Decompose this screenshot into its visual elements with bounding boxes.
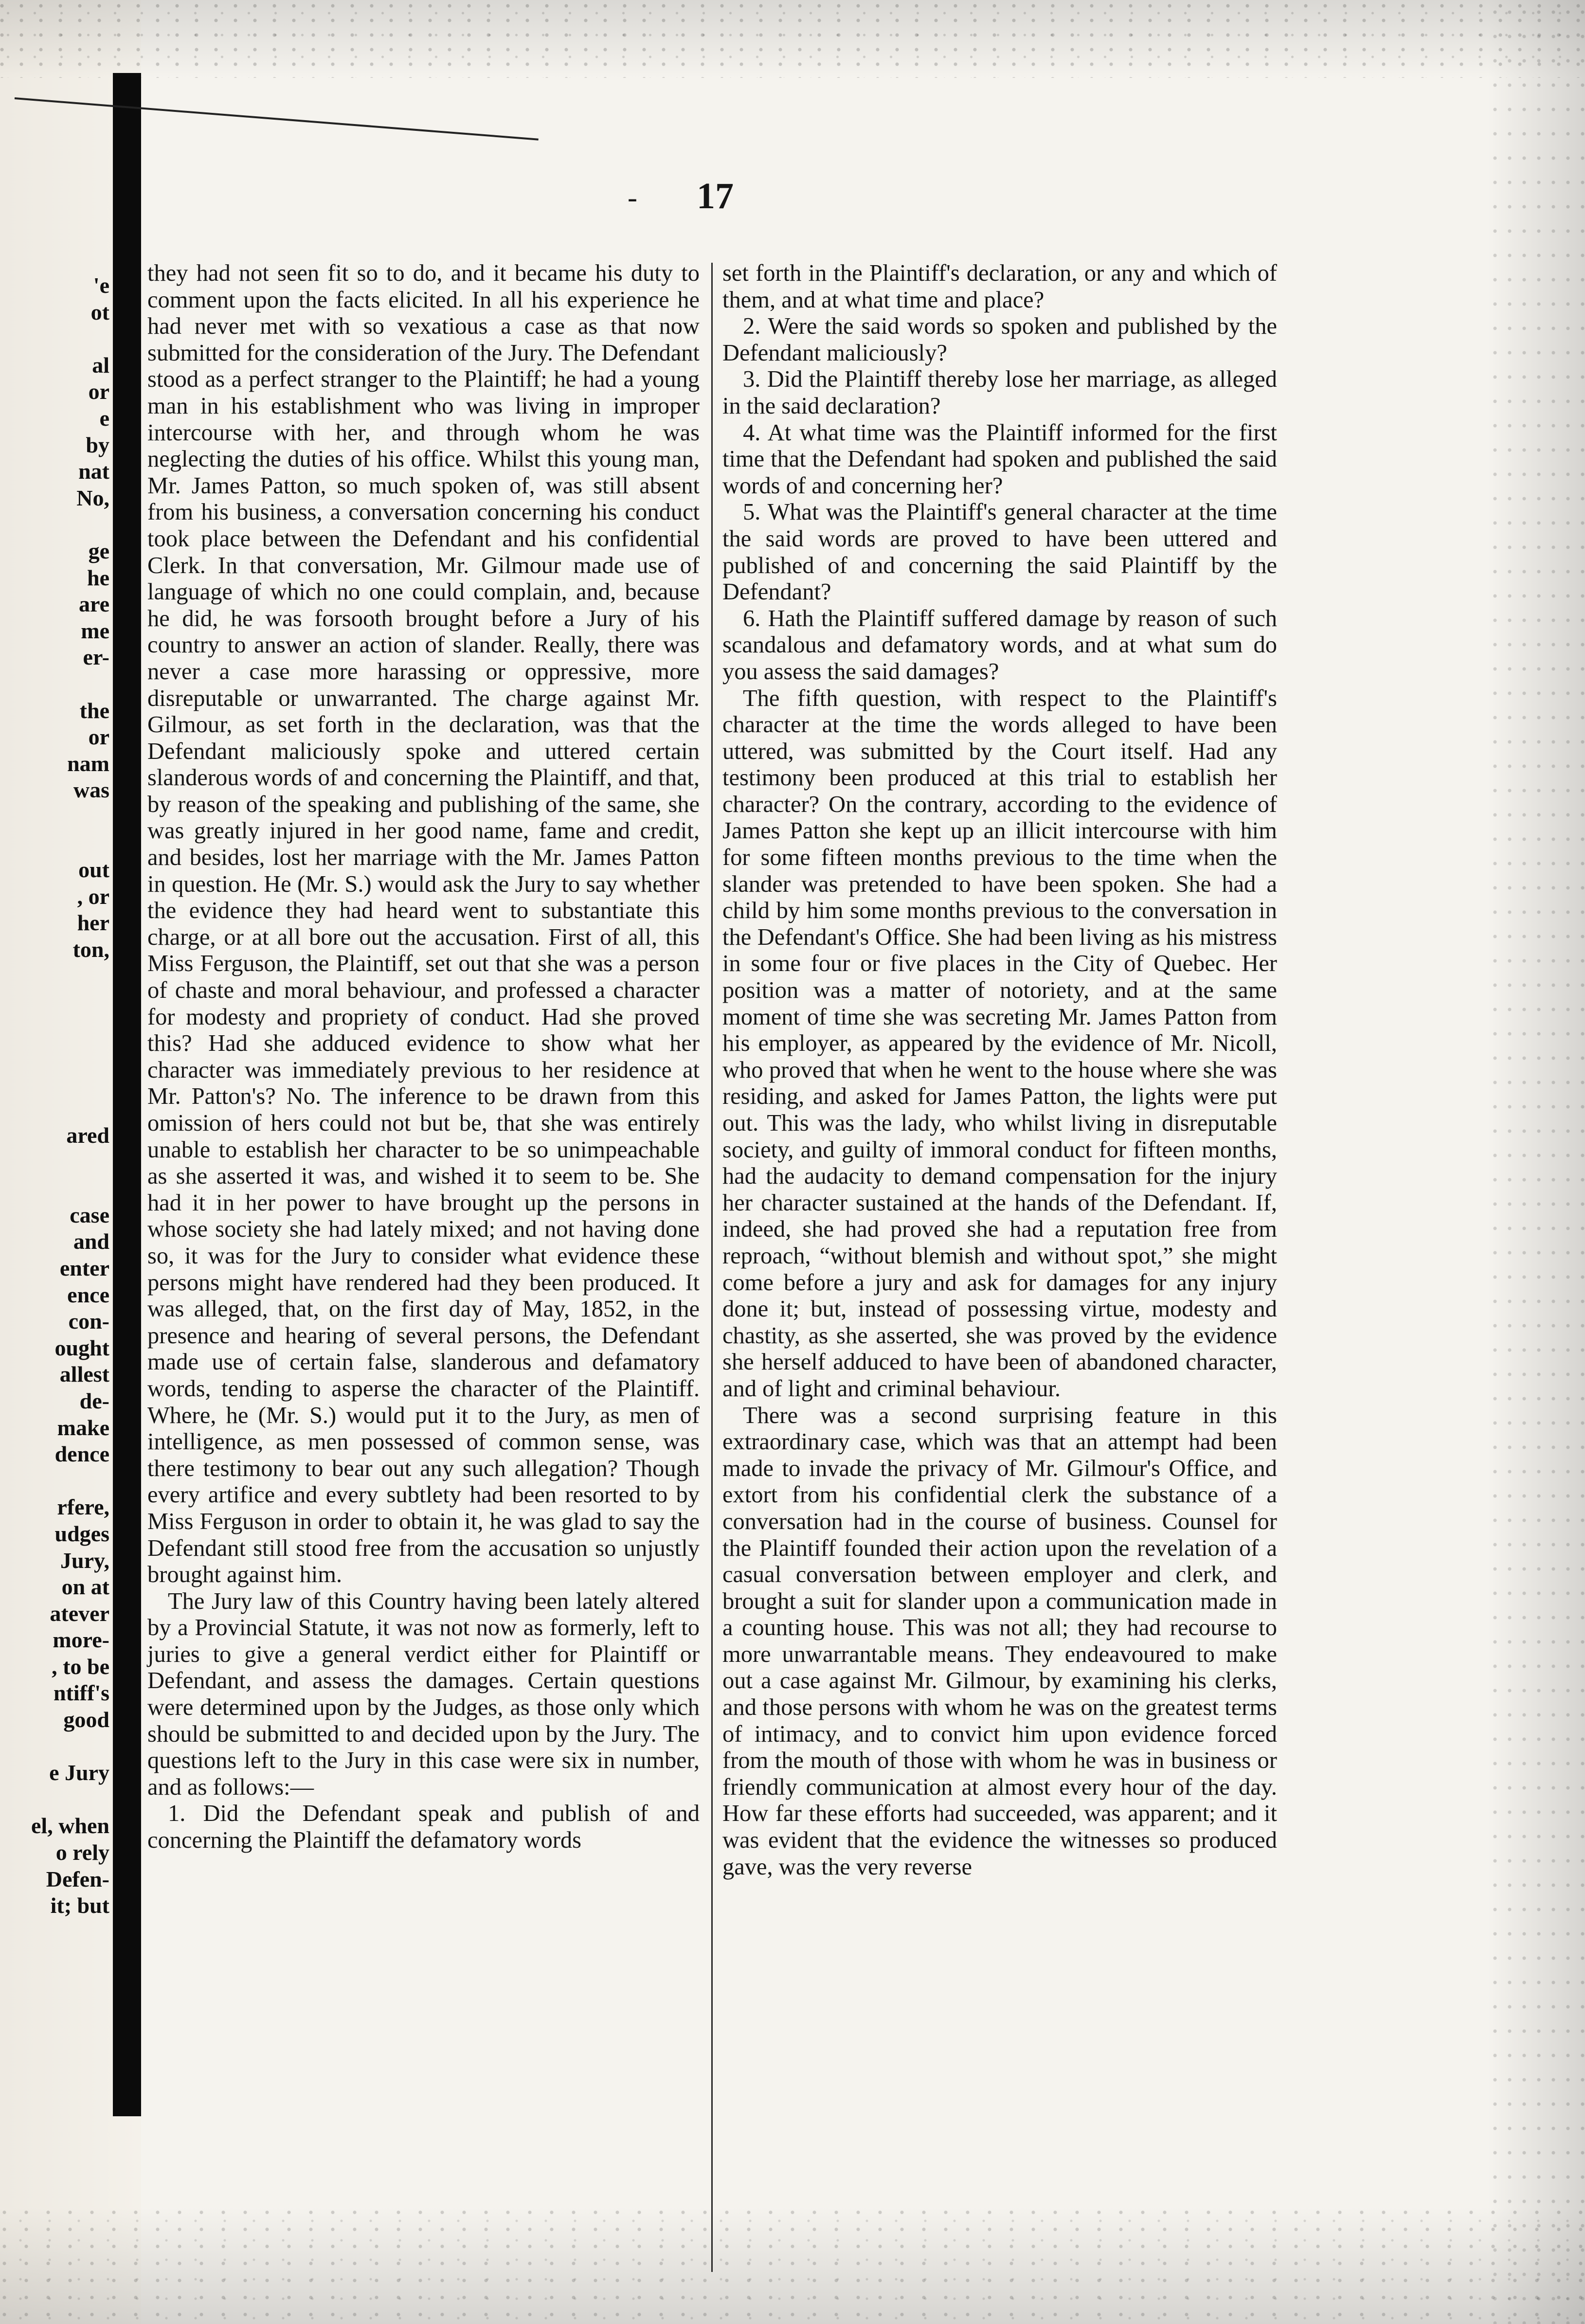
question-6: 6. Hath the Plaintiff suffered damage by reason of such scandalous and defamatory words, and at what sum do you assess the said damages? <box>722 605 1277 685</box>
margin-fragment: o rely <box>55 1840 109 1865</box>
margin-fragment: her <box>77 910 109 936</box>
margin-fragment <box>0 511 109 538</box>
right-paragraph-fifth-question: The fifth question, with respect to the Plaintiff's character at the time the words alleged to have been uttered, was submitted by the Court itself. Had any testimony been produced at this trial to establish her character? On the contrary, according to the evidence of James Patton she kept up an illicit intercourse with him for some fifteen months previous to the time when the slander was pretended to have been spoken. She had a child by him some months previous to the conversation in the Defendant's Office. She had been living as his mistress in some four or five places in the City of Quebec. Her position was a matter of notoriety, and at the same moment of time she was secreting Mr. James Patton from his employer, as appeared by the evidence of Mr. Nicoll, who proved that when he went to the house where she was residing, and asked for James Patton, the lights were put out. This was the lady, who whilst living in disreputable society, and guilty of immoral conduct for fifteen months, had the audacity to demand compensation for the injury her character sustained at the hands of the Defendant. If, indeed, she had proved she had a reputation free from reproach, “without blemish and without spot,” she might come before a jury and ask for damages for any injury done it; but, instead of possessing virtue, modesty and chastity, as she asserted, she was proved by the evidence she herself adduced to have been of abandoned character, and of light and criminal behaviour. <box>722 685 1277 1402</box>
right-text-column <box>722 260 1277 1880</box>
margin-fragment: e <box>99 405 109 431</box>
margin-fragment: good <box>63 1707 109 1732</box>
margin-fragment: ought <box>54 1335 109 1360</box>
margin-fragment <box>0 1043 109 1069</box>
margin-fragment <box>0 1786 109 1813</box>
margin-fragment: and <box>73 1229 109 1254</box>
margin-fragment: allest <box>59 1362 109 1387</box>
folio-dash: - <box>628 181 637 214</box>
margin-fragment: on at <box>61 1574 109 1600</box>
margin-fragment: or <box>88 724 109 750</box>
right-paragraph-1: set forth in the Plaintiff's declaration, or any and which of them, and at what time and place? <box>722 260 1277 313</box>
margin-fragment: de- <box>79 1388 109 1413</box>
margin-fragment: er- <box>83 645 109 670</box>
margin-fragment: el, when <box>31 1813 109 1838</box>
left-paragraph-3: 1. Did the Defendant speak and publish of and concerning the Plaintiff the defamatory words <box>147 1801 700 1854</box>
margin-fragment <box>0 963 109 990</box>
margin-fragment: case <box>70 1202 109 1227</box>
margin-fragment: more- <box>53 1627 109 1653</box>
margin-fragment: atever <box>50 1601 109 1626</box>
left-paragraph-1: they had not seen fit so to do, and it became his duty to comment upon the facts elicited. In all his experience he had never met with so vexatious a case as that now submitted for the consideration of the Jury. The Defendant stood as a perfect stranger to the Plaintiff; he had a young man in his establishment who was living in improper intercourse with her, and through whom he was neglecting the duties of his office. Whilst this young man, Mr. James Patton, so much spoken of, was still absent from his business, a conversation concerning his conduct took place between the Defendant and his confidential Clerk. In that conversation, Mr. Gilmour made use of language of which no one could complain, and, because he did, he was forsooth brought before a Jury of his country to answer an action of slander. Really, there was never a case more harassing or oppressive, more disreputable or unwarranted. The charge against Mr. Gilmour, as set forth in the declaration, was that the Defendant maliciously spoke and uttered certain slanderous words of and concerning the Plaintiff, and that, by reason of the speaking and publishing of the same, she was greatly injured in her good name, fame and credit, and besides, lost her marriage with the Mr. James Patton in question. He (Mr. S.) would ask the Jury to say whether the evidence they had heard went to substantiate this charge, or at all bore out the accusation. First of all, this Miss Ferguson, the Plaintiff, set out that she was a person of chaste and moral behaviour, and professed a character for modesty and propriety of conduct. Had she proved this? Had she adduced evidence to show what her character was immediately previous to her residence at Mr. Patton's? No. The inference to be drawn from this omission of hers could not but be, that she was entirely unable to establish her character to be so unimpeachable as she asserted it was, and wished it to seem to be. She had it in her power to have brought up the persons in whose society she had lately mixed; and not having done so, it was for the Jury to consider what evidence these persons might have rendered had they been produced. It was alleged, that, on the first day of May, 1852, in the presence and hearing of several persons, the Defendant made use of certain false, slanderous and defamatory words, tending to asperse the character of the Plaintiff. Where, he (Mr. S.) would put it to the Jury, as men of intelligence, as men possessed of common sense, was there testimony to bear out any such allegation? Though every artifice and every subtlety had been resorted to by Miss Ferguson in order to obtain it, he was glad to say the Defendant still stood free from the accusation so unjustly brought against him. <box>147 260 700 1588</box>
left-text-column <box>147 260 700 1854</box>
question-2: 2. Were the said words so spoken and published by the Defendant maliciously? <box>722 313 1277 366</box>
margin-fragment <box>0 990 109 1016</box>
margin-fragment: out <box>78 857 109 883</box>
question-3: 3. Did the Plaintiff thereby lose her marriage, as alleged in the said declaration? <box>722 366 1277 419</box>
margin-fragment: rfere, <box>57 1495 109 1520</box>
margin-fragment: ton, <box>72 937 109 962</box>
margin-fragment: udges <box>54 1521 109 1546</box>
margin-fragment <box>0 804 109 830</box>
margin-fragment: enter <box>59 1255 109 1280</box>
facing-page-text-fragments <box>0 272 109 1919</box>
margin-fragment <box>0 1175 109 1202</box>
margin-fragment: Jury, <box>60 1548 109 1573</box>
scan-noise-bottom <box>0 2207 1585 2324</box>
margin-fragment: by <box>86 432 109 457</box>
margin-fragment: was <box>73 777 109 803</box>
margin-fragment <box>0 1069 109 1096</box>
margin-fragment <box>0 1733 109 1760</box>
binding-gutter-shadow <box>113 73 141 2116</box>
margin-fragment: he <box>87 565 109 590</box>
page-number: 17 <box>697 176 734 216</box>
margin-fragment <box>0 325 109 352</box>
margin-fragment: it; but <box>50 1893 109 1918</box>
margin-fragment: ence <box>67 1282 109 1307</box>
right-paragraph-second-feature: There was a second surprising feature in this extraordinary case, which was that an attempt had been made to invade the privacy of Mr. Gilmour's Office, and extort from his confidential clerk the substance of a conversation had in the course of business. Counsel for the Plaintiff founded their action upon the revelation of a casual conversation between employer and clerk, and brought a suit for slander upon a communication made in a counting house. This was not all; they had recourse to more unwarrantable means. They endeavoured to make out a case against Mr. Gilmour, by examining his clerks, and those persons with whom he was on the greatest terms of intimacy, and to convict him upon evidence forced from the mouth of those with whom he was in business or friendly communication at almost every hour of the day. How far these efforts had succeeded, was apparent; and it was evident that the evidence the witnesses so produced gave, was the very reverse <box>722 1402 1277 1880</box>
margin-fragment: No, <box>76 485 109 510</box>
margin-fragment: Defen- <box>46 1866 109 1892</box>
margin-fragment: nat <box>78 459 109 484</box>
margin-fragment: ot <box>90 299 109 324</box>
margin-fragment: the <box>79 698 109 723</box>
question-5: 5. What was the Plaintiff's general character at the time the said words are proved to have been uttered and published of and concerning the said Plaintiff by the Defendant? <box>722 499 1277 605</box>
margin-fragment: ntiff's <box>54 1680 109 1706</box>
margin-fragment <box>0 1468 109 1495</box>
scan-noise-right <box>1488 0 1585 2324</box>
margin-fragment: , or <box>77 883 109 909</box>
margin-fragment <box>0 671 109 698</box>
margin-fragment: ge <box>88 538 109 563</box>
margin-fragment: dence <box>54 1441 109 1467</box>
margin-fragment <box>0 830 109 857</box>
margin-fragment: , to be <box>52 1654 109 1679</box>
margin-fragment: al <box>92 352 109 378</box>
margin-fragment: nam <box>67 751 109 776</box>
left-paragraph-2: The Jury law of this Country having been lately altered by a Provincial Statute, it was not now as formerly, left to juries to give a general verdict either for Plaintiff or Defendant, and assess the damages. Certain questions were determined upon by the Judges, as those only which should be submitted to and decided upon by the Jury. The questions left to the Jury in this case were six in number, and as follows:— <box>147 1588 700 1800</box>
margin-fragment: 'e <box>93 273 109 298</box>
margin-fragment: e Jury <box>49 1760 109 1785</box>
margin-fragment: or <box>88 379 109 404</box>
margin-fragment: are <box>78 592 109 617</box>
margin-fragment <box>0 1149 109 1176</box>
question-4: 4. At what time was the Plaintiff informed for the first time that the Defendant had spoken and published the said words of and concerning her? <box>722 419 1277 499</box>
margin-fragment: make <box>57 1415 109 1440</box>
margin-fragment: ared <box>66 1123 109 1148</box>
column-divider <box>711 263 713 2272</box>
margin-fragment: con- <box>68 1309 109 1334</box>
margin-fragment: me <box>81 618 109 643</box>
margin-fragment <box>0 1016 109 1043</box>
margin-fragment <box>0 1096 109 1122</box>
scan-noise-top <box>0 0 1585 78</box>
